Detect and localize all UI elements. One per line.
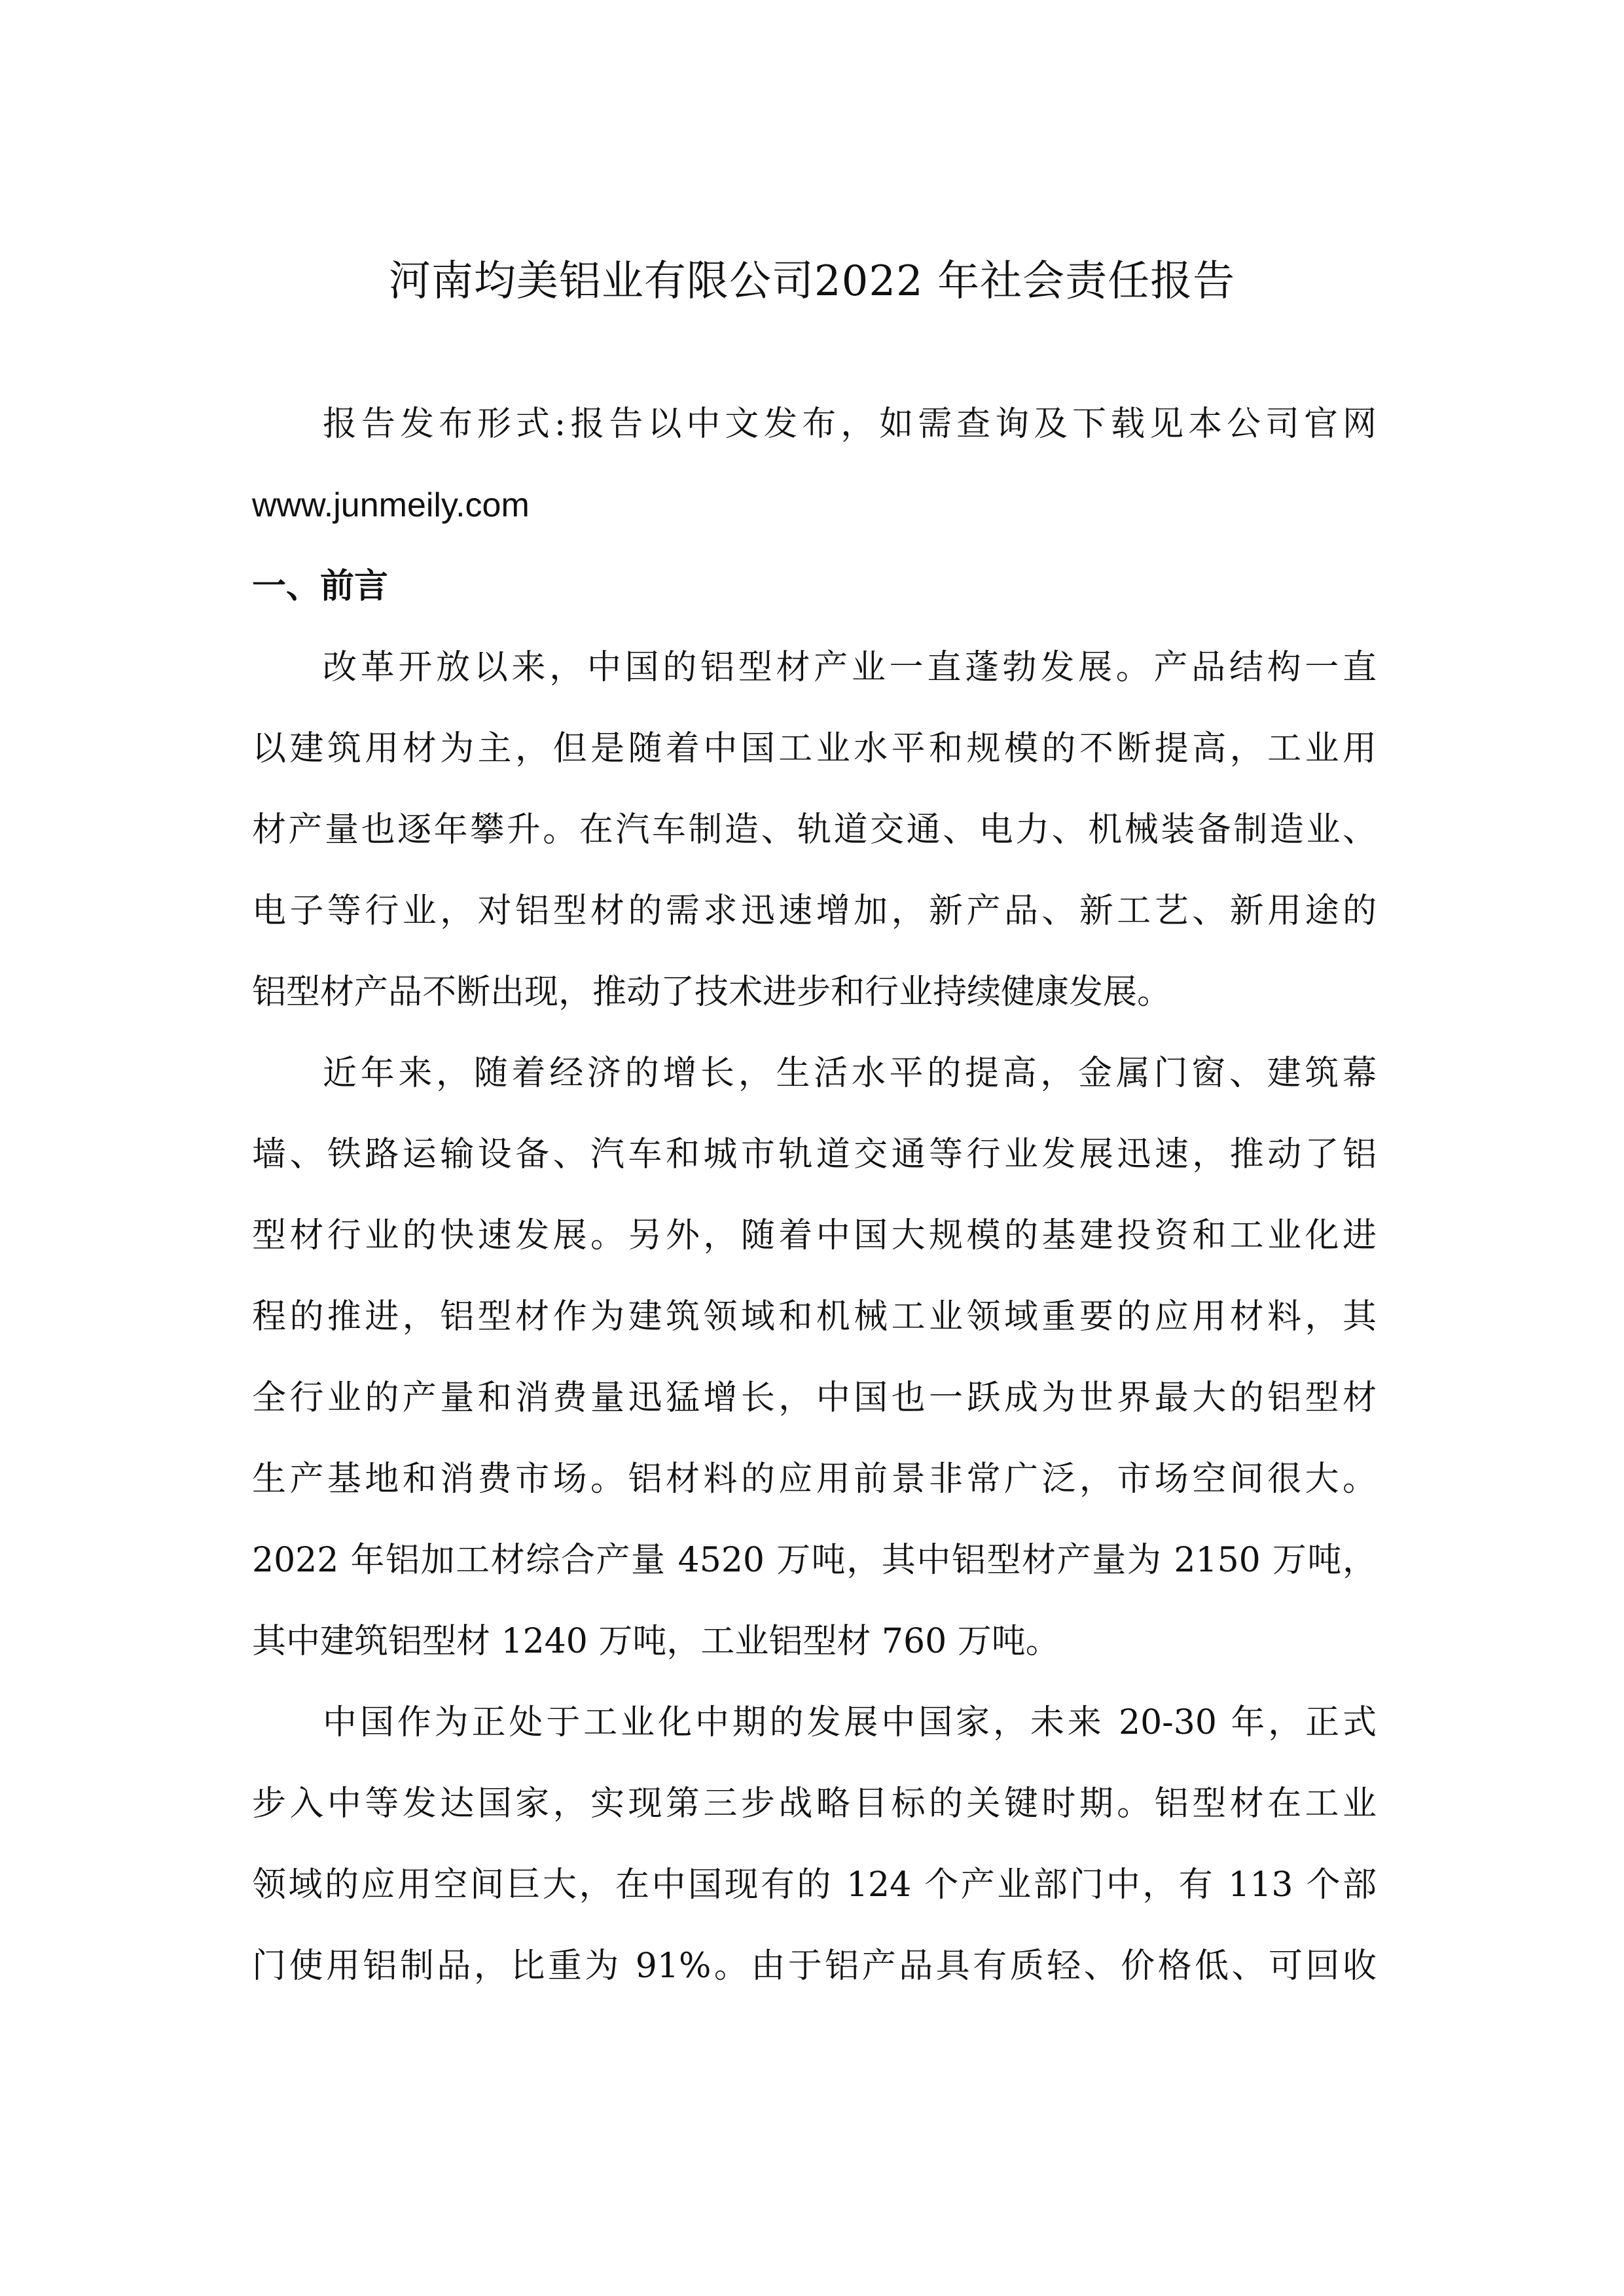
document-body — [252, 384, 1377, 2007]
paragraph-line: 型材行业的快速发展。另外，随着中国大规模的基建投资和工业化进 — [252, 1216, 1377, 1255]
paragraph-line: 生产基地和消费市场。铝材料的应用前景非常广泛，市场空间很大。 — [252, 1460, 1377, 1499]
website-url: www.junmeily.com — [252, 486, 530, 524]
paragraph-line: 以建筑用材为主，但是随着中国工业水平和规模的不断提高，工业用 — [252, 729, 1377, 768]
paragraph-line: 墙、铁路运输设备、汽车和城市轨道交通等行业发展迅速，推动了铝 — [252, 1135, 1377, 1174]
paragraph-line: 报告发布形式:报告以中文发布，如需查询及下载见本公司官网 — [323, 404, 1377, 444]
paragraph-line: 其中建筑铝型材 1240 万吨，工业铝型材 760 万吨。 — [252, 1622, 1060, 1661]
paragraph-line: 材产量也逐年攀升。在汽车制造、轨道交通、电力、机械装备制造业、 — [252, 810, 1377, 850]
paragraph-line: 2022 年铝加工材综合产量 4520 万吨，其中铝型材产量为 2150 万吨， — [252, 1541, 1377, 1580]
paragraph-line: 门使用铝制品，比重为 91%。由于铝产品具有质轻、价格低、可回收 — [252, 1946, 1377, 1986]
paragraph-line: 领域的应用空间巨大，在中国现有的 124 个产业部门中，有 113 个部 — [252, 1865, 1377, 1905]
paragraph-line: 电子等行业，对铝型材的需求迅速增加，新产品、新工艺、新用途的 — [252, 891, 1377, 931]
document-title: 河南均美铝业有限公司2022 年社会责任报告 — [388, 257, 1236, 306]
paragraph-line: 铝型材产品不断出现，推动了技术进步和行业持续健康发展。 — [252, 973, 1172, 1012]
paragraph-line: 近年来，随着经济的增长，生活水平的提高，金属门窗、建筑幕 — [323, 1054, 1377, 1093]
paragraph-line: 程的推进，铝型材作为建筑领域和机械工业领域重要的应用材料，其 — [252, 1297, 1377, 1336]
paragraph-line: 改革开放以来，中国的铝型材产业一直蓬勃发展。产品结构一直 — [323, 648, 1377, 687]
paragraph-line: 中国作为正处于工业化中期的发展中国家，未来 20-30 年，正式 — [323, 1703, 1377, 1742]
paragraph-line: 步入中等发达国家，实现第三步战略目标的关键时期。铝型材在工业 — [252, 1784, 1377, 1823]
paragraph-line: 全行业的产量和消费量迅猛增长，中国也一跃成为世界最大的铝型材 — [252, 1378, 1377, 1418]
section-heading: 一、前言 — [252, 566, 389, 606]
